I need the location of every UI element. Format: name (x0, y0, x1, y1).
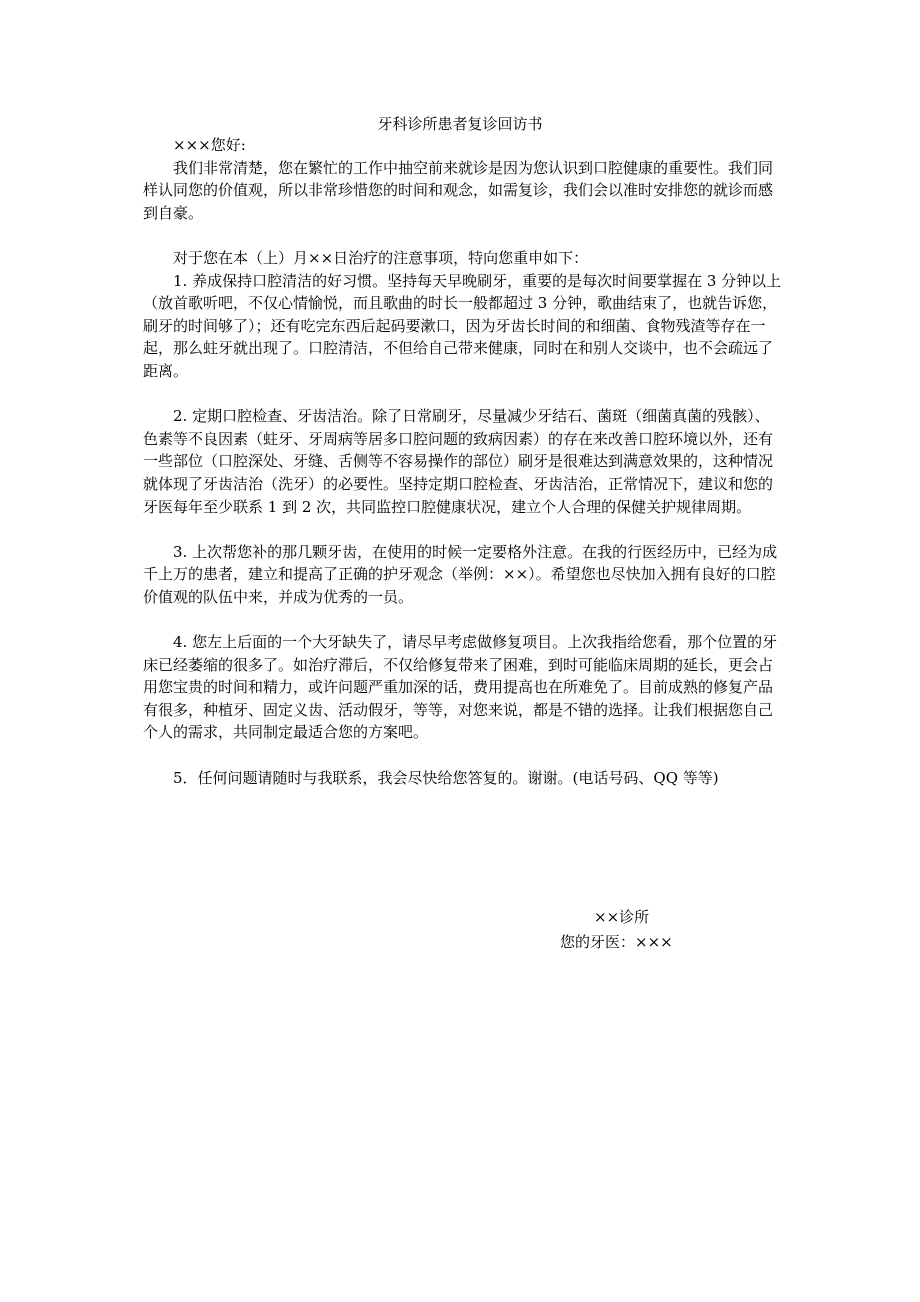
dentist-name: 您的牙医：××× (560, 932, 673, 951)
spacer (143, 608, 783, 631)
clinic-name: ××诊所 (594, 908, 650, 926)
spacer (143, 383, 783, 406)
notice-lead: 对于您在本（上）月××日治疗的注意事项，特向您重申如下： (173, 248, 589, 267)
greeting: ×××您好: (173, 136, 246, 154)
item-5: 5．任何问题请随时与我联系，我会尽快给您答复的。谢谢。(电话号码、QQ 等等) (173, 768, 719, 787)
spacer (143, 744, 783, 767)
item-2: 2. 定期口腔检查、牙齿洁治。除了日常刷牙，尽量减少牙结石、菌斑（细菌真菌的残骸）、色素等不良因素（蛀牙、牙周病等居多口腔问题的致病因素）的存在来改善口腔环境以外，还有一些部位（口腔深处、牙缝、舌侧等不容易操作的部位）刷牙是很难达到满意效果的，这种情况就体现了牙齿洁治（洗牙）的必要性。坚持定期口腔检查、牙齿洁治，正常情况下，建议和您的牙医每年至少联系 1 到 2 次，共同监控口腔健康状况，建立个人合理的保健关护规律周期。 (143, 407, 774, 516)
document-title: 牙科诊所患者复诊回访书 (377, 115, 543, 133)
spacer (143, 224, 783, 247)
item-3: 3. 上次帮您补的那几颗牙齿，在使用的时候一定要格外注意。在我的行医经历中，已经为成千上万的患者，建立和提高了正确的护牙观念（举例：××）。希望您也尽快加入拥有良好的口腔价值观的队伍中来，并成为优秀的一员。 (143, 542, 778, 606)
item-1: 1. 养成保持口腔清洁的好习惯。坚持每天早晚刷牙，重要的是每次时间要掌握在 3 分钟以上（放首歌听吧，不仅心情愉悦，而且歌曲的时长一般都超过 3 分钟，歌曲结束了，也就告诉您，刷牙的时间够了）；还有吃完东西后起码要漱口，因为牙齿长时间的和细菌、食物残渣等存在一起，那么蛀牙就出现了。口腔清洁，不但给自己带来健康，同时在和别人交谈中，也不会疏远了距离。 (143, 271, 782, 380)
spacer (143, 518, 783, 541)
intro-paragraph: 我们非常清楚，您在繁忙的工作中抽空前来就诊是因为您认识到口腔健康的重要性。我们同样认同您的价值观，所以非常珍惜您的时间和观念，如需复诊，我们会以准时安排您的就诊而感到自豪。 (143, 158, 774, 222)
item-4: 4. 您左上后面的一个大牙缺失了，请尽早考虑做修复项目。上次我指给您看，那个位置的牙床已经萎缩的很多了。如治疗滞后，不仅给修复带来了困难，到时可能临床周期的延长，更会占用您宝贵的时间和精力，或许问题严重加深的话，费用提高也在所难免了。目前成熟的修复产品有很多，种植牙、固定义齿、活动假牙，等等，对您来说，都是不错的选择。让我们根据您自己个人的需求，共同制定最适合您的方案吧。 (143, 633, 778, 742)
signature-block (560, 905, 673, 954)
letter-body (143, 134, 783, 789)
